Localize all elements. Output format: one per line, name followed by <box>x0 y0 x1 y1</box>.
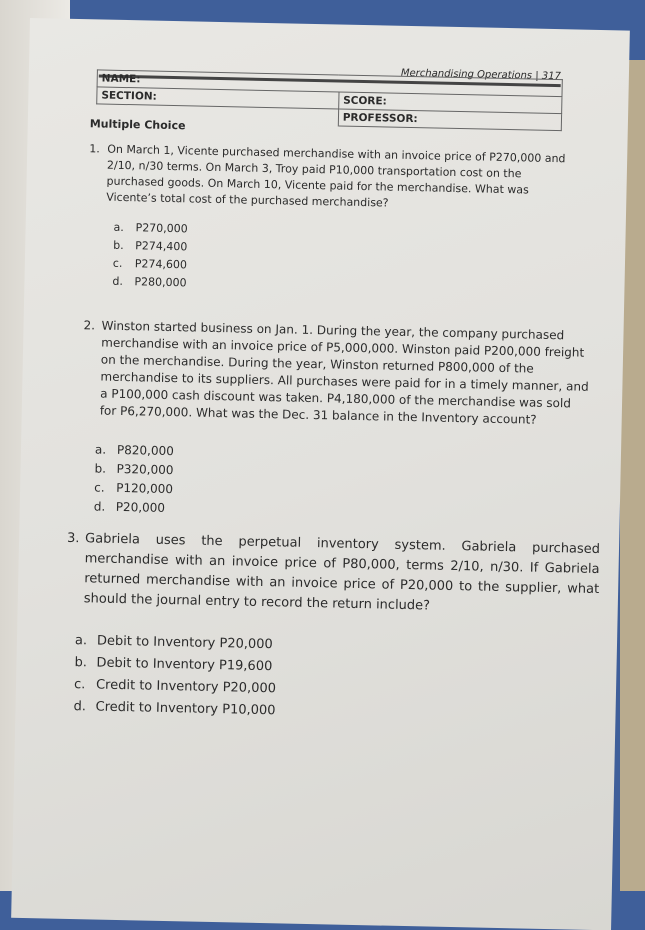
option-letter: b. <box>113 238 124 253</box>
option-letter: a. <box>113 220 125 235</box>
section-title: Multiple Choice <box>89 117 186 133</box>
option-letter: b. <box>94 461 107 476</box>
option-text: P274,600 <box>134 257 188 272</box>
option-letter: c. <box>112 256 123 270</box>
option-text: Credit to Inventory P20,000 <box>95 677 277 697</box>
option-text: Debit to Inventory P19,600 <box>96 655 273 675</box>
option-letter: d. <box>73 699 87 715</box>
question-number: 2. <box>83 318 96 333</box>
option-letter: c. <box>73 677 86 693</box>
header-title: Merchandising Operations <box>400 67 533 82</box>
option-letter: d. <box>93 499 106 514</box>
option-text: P270,000 <box>135 221 188 236</box>
question-text: Gabriela uses the perpetual inventory system. Gabriela purchased merchandise with an invoice price of P80,000, terms 2/10, n/30. If Gabriela returned merchandise with an invoice price of P20,000 to the supplier, what should the journal entry to record the return include? <box>83 531 601 614</box>
option-text: P320,000 <box>116 461 174 478</box>
score-field: SCORE: <box>338 92 562 114</box>
option-text: P820,000 <box>116 442 174 459</box>
name-field: NAME: <box>97 70 562 97</box>
question-number: 1. <box>89 142 100 156</box>
question-number: 3. <box>66 530 80 547</box>
page-number: 317 <box>541 70 562 83</box>
option-text: P274,400 <box>135 239 188 254</box>
option-text: Debit to Inventory P20,000 <box>96 633 273 653</box>
question-1 <box>89 142 577 302</box>
question-3 <box>66 529 601 730</box>
option-letter: a. <box>74 633 88 649</box>
question-text: On March 1, Vicente purchased merchandise with an invoice price of P270,000 and 2/10, n/30 terms. On March 3, Troy paid P10,000 transportation cost on the purchased goods. On March 10, Vicente paid for the merchandise. What was Vicente’s total cost of the purchased merchandise? <box>106 142 566 210</box>
option-letter: d. <box>112 274 124 289</box>
page-header: Merchandising Operations | 317 <box>99 61 561 87</box>
option-letter: c. <box>94 480 105 495</box>
option-text: P280,000 <box>134 275 187 290</box>
document-page <box>11 18 630 930</box>
question-text: Winston started business on Jan. 1. During the year, the company purchased merchandise with an invoice price of P5,000,000. Winston paid P200,000 freight on the merchandise. During the year, Winston returned P800,000 of the merchandise to its suppliers. All purchases were paid for in a timely manner, and a P100,000 cash discount was taken. P4,180,000 of the merchandise was sold for P6,270,000. What was the Dec. 31 balance in the Inventory account? <box>99 318 589 427</box>
option-text: P120,000 <box>116 480 174 497</box>
option-letter: b. <box>74 655 88 671</box>
option-text: Credit to Inventory P10,000 <box>95 699 276 719</box>
section-field: SECTION: <box>97 87 339 109</box>
professor-field: PROFESSOR: <box>338 109 562 131</box>
option-letter: a. <box>94 442 107 457</box>
question-2 <box>83 318 592 528</box>
option-text: P20,000 <box>115 499 166 515</box>
